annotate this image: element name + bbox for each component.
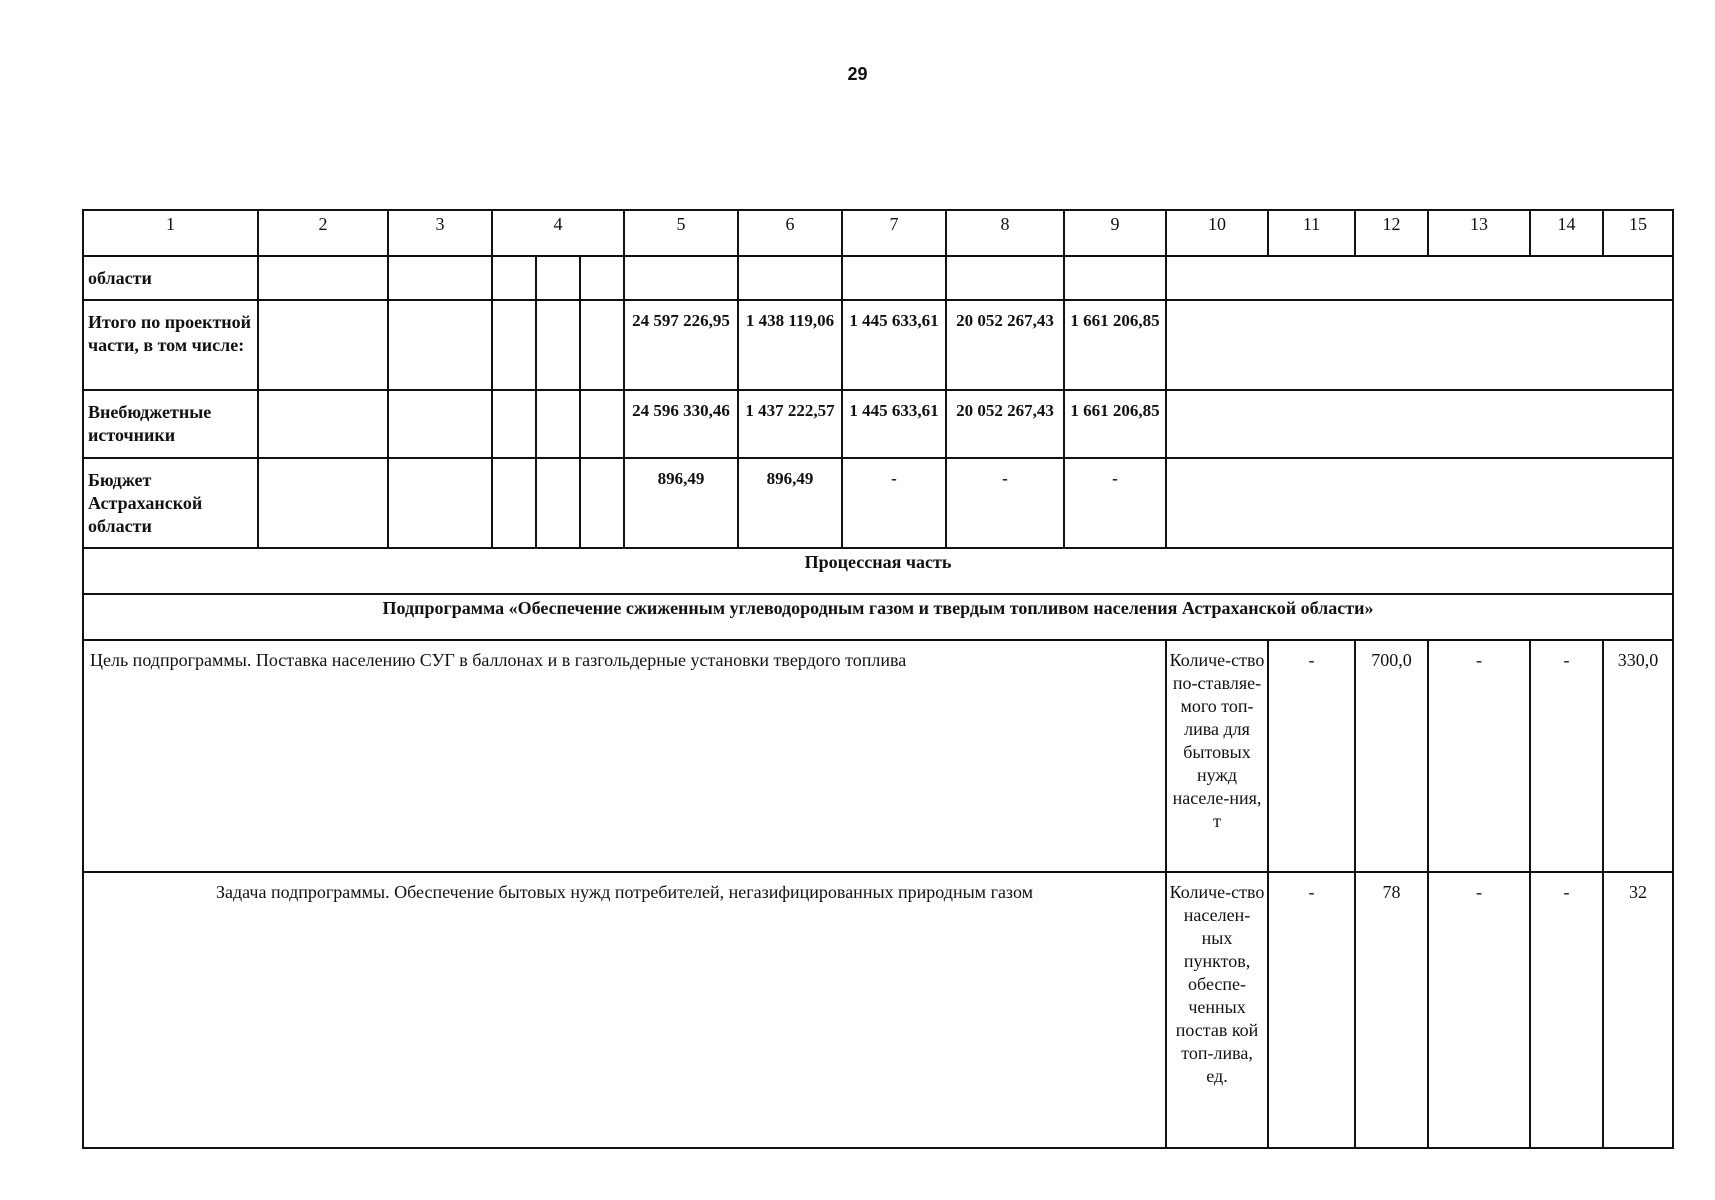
row-label: Бюджет Астраханской области bbox=[83, 458, 258, 548]
value-cell: 78 bbox=[1355, 872, 1428, 1148]
value-cell bbox=[842, 256, 946, 300]
row-label: Итого по проектной части, в том числе: bbox=[83, 300, 258, 390]
header-cell: 7 bbox=[842, 210, 946, 256]
table-cell bbox=[388, 300, 492, 390]
table-cell bbox=[536, 300, 580, 390]
value-cell: 1 438 119,06 bbox=[738, 300, 842, 390]
header-cell: 6 bbox=[738, 210, 842, 256]
header-cell: 14 bbox=[1530, 210, 1603, 256]
goal-text: Цель подпрограммы. Поставка населению СУГ в баллонах и в газгольдерные установки твердого топлива bbox=[83, 640, 1166, 872]
header-cell: 8 bbox=[946, 210, 1064, 256]
value-cell: - bbox=[946, 458, 1064, 548]
empty-merged-cell bbox=[1166, 458, 1673, 548]
value-cell: - bbox=[1428, 872, 1530, 1148]
table-cell bbox=[388, 256, 492, 300]
value-cell: 1 661 206,85 bbox=[1064, 390, 1166, 458]
subprogram-title: Подпрограмма «Обеспечение сжиженным углеводородным газом и твердым топливом населения Астраханской области» bbox=[83, 594, 1673, 640]
table-cell bbox=[580, 390, 624, 458]
value-cell: - bbox=[1268, 872, 1355, 1148]
value-cell: 32 bbox=[1603, 872, 1673, 1148]
column-number-row bbox=[83, 210, 1673, 256]
indicator-cell: Количе-ство населен-ных пунктов, обеспе-ченных постав кой топ-лива, ед. bbox=[1166, 872, 1268, 1148]
table-cell bbox=[580, 256, 624, 300]
table-cell bbox=[536, 256, 580, 300]
value-cell: 1 437 222,57 bbox=[738, 390, 842, 458]
header-cell: 3 bbox=[388, 210, 492, 256]
table-cell bbox=[580, 458, 624, 548]
budget-table bbox=[82, 209, 1674, 1149]
table-cell bbox=[492, 256, 536, 300]
table-cell bbox=[388, 458, 492, 548]
value-cell: 896,49 bbox=[738, 458, 842, 548]
table-row bbox=[83, 256, 1673, 300]
header-cell: 5 bbox=[624, 210, 738, 256]
value-cell bbox=[624, 256, 738, 300]
value-cell bbox=[1064, 256, 1166, 300]
value-cell: - bbox=[1428, 640, 1530, 872]
header-cell: 4 bbox=[492, 210, 624, 256]
value-cell: - bbox=[1530, 640, 1603, 872]
table-cell bbox=[388, 390, 492, 458]
value-cell: 1 445 633,61 bbox=[842, 390, 946, 458]
section-row bbox=[83, 548, 1673, 594]
value-cell: 24 597 226,95 bbox=[624, 300, 738, 390]
task-row bbox=[83, 872, 1673, 1148]
value-cell: 20 052 267,43 bbox=[946, 390, 1064, 458]
table-cell bbox=[258, 458, 388, 548]
page-number: 29 bbox=[847, 64, 868, 84]
empty-merged-cell bbox=[1166, 390, 1673, 458]
table-cell bbox=[258, 256, 388, 300]
value-cell: 24 596 330,46 bbox=[624, 390, 738, 458]
value-cell: - bbox=[1064, 458, 1166, 548]
table-cell bbox=[258, 390, 388, 458]
header-cell: 1 bbox=[83, 210, 258, 256]
value-cell: 330,0 bbox=[1603, 640, 1673, 872]
value-cell: - bbox=[1530, 872, 1603, 1148]
process-part-title: Процессная часть bbox=[83, 548, 1673, 594]
table-cell bbox=[492, 458, 536, 548]
section-row bbox=[83, 594, 1673, 640]
table-cell bbox=[492, 390, 536, 458]
table-row bbox=[83, 300, 1673, 390]
empty-merged-cell bbox=[1166, 300, 1673, 390]
value-cell: 700,0 bbox=[1355, 640, 1428, 872]
empty-merged-cell bbox=[1166, 256, 1673, 300]
table-cell bbox=[536, 458, 580, 548]
value-cell bbox=[946, 256, 1064, 300]
task-text: Задача подпрограммы. Обеспечение бытовых нужд потребителей, негазифицированных природным газом bbox=[83, 872, 1166, 1148]
header-cell: 10 bbox=[1166, 210, 1268, 256]
table-cell bbox=[258, 300, 388, 390]
value-cell: 20 052 267,43 bbox=[946, 300, 1064, 390]
header-cell: 2 bbox=[258, 210, 388, 256]
value-cell bbox=[738, 256, 842, 300]
header-cell: 15 bbox=[1603, 210, 1673, 256]
table-row bbox=[83, 390, 1673, 458]
header-cell: 12 bbox=[1355, 210, 1428, 256]
row-label: Внебюджетные источники bbox=[83, 390, 258, 458]
table-row bbox=[83, 458, 1673, 548]
value-cell: 896,49 bbox=[624, 458, 738, 548]
header-cell: 9 bbox=[1064, 210, 1166, 256]
header-cell: 13 bbox=[1428, 210, 1530, 256]
value-cell: - bbox=[842, 458, 946, 548]
table-cell bbox=[580, 300, 624, 390]
value-cell: - bbox=[1268, 640, 1355, 872]
value-cell: 1 661 206,85 bbox=[1064, 300, 1166, 390]
value-cell: 1 445 633,61 bbox=[842, 300, 946, 390]
indicator-cell: Количе-ство по-ставляе-мого топ-лива для бытовых нужд населе-ния, т bbox=[1166, 640, 1268, 872]
row-label: области bbox=[83, 256, 258, 300]
goal-row bbox=[83, 640, 1673, 872]
table-cell bbox=[536, 390, 580, 458]
header-cell: 11 bbox=[1268, 210, 1355, 256]
table-cell bbox=[492, 300, 536, 390]
